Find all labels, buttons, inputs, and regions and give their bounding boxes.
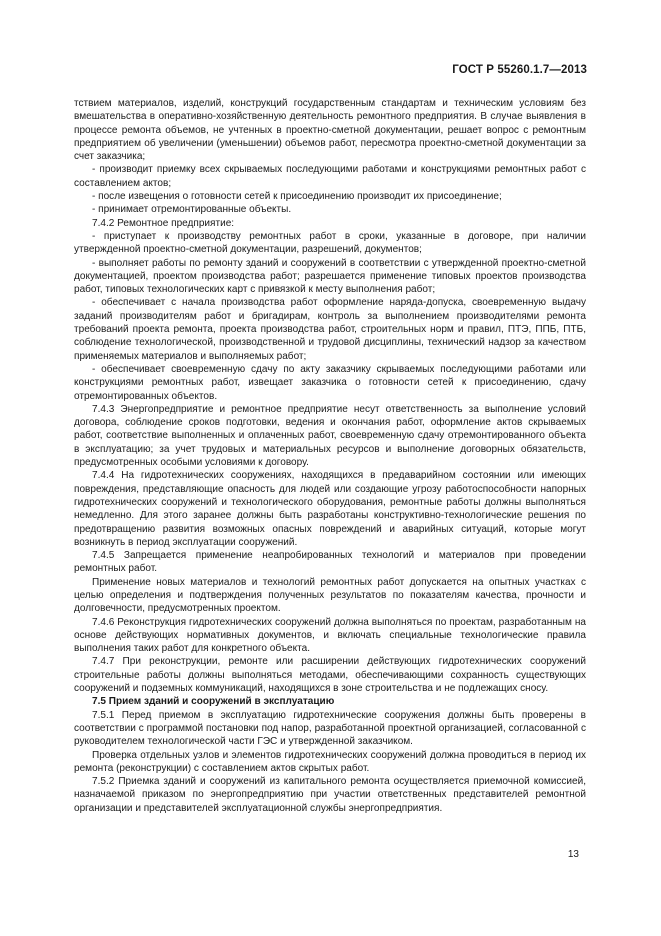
paragraph: тствием материалов, изделий, конструкций государственным стандартам и техническим условиям без вмешательства в оперативно-хозяйственную деятельность ремонтного предприятия. В случае выявления в процессе ремонта объемов, не учтенных в проектно-сметной документации, решает вопрос с ремонтным предприятием об увеличении (уменьшении) объемов работ, пересмотра проектно-сметной документации за счет заказчика;	[74, 98, 586, 163]
document-body	[74, 97, 586, 815]
section-heading: 7.5 Прием зданий и сооружений в эксплуатацию	[92, 696, 335, 708]
paragraph: Применение новых материалов и технологий ремонтных работ допускается на опытных участках с целью определения и подтверждения полученных результатов по показателям качества, прочности и долговечности, предусмотренных проектом.	[74, 576, 586, 615]
paragraph: - обеспечивает с начала производства работ оформление наряда-допуска, своевременную выдачу заданий производителям работ и бригадирам, контроль за выполнением производителями ремонта требований проекта ремонта, проекта производства работ, строительных норм и правил, ПТЭ, ППБ, ПТБ, соблюдение технологической, производственной и трудовой дисциплины, технический надзор за качеством применяемых материалов и выполняемых работ;	[74, 297, 586, 362]
paragraph: - выполняет работы по ремонту зданий и сооружений в соответствии с утвержденной проектно-сметной документацией, проектом производства работ; разрешается применение типовых проектов производства работ, типовых технологических карт с привязкой к месту выполнения работ;	[74, 257, 586, 296]
paragraph: 7.5.1 Перед приемом в эксплуатацию гидротехнические сооружения должны быть проверены в соответствии с программой постановки под напор, разработанной проектной организацией, согласованной с руководителем технологической части ГЭС и утвержденной заказчиком.	[74, 709, 586, 748]
paragraph: - после извещения о готовности сетей к присоединению производит их присоединение;	[92, 191, 502, 203]
paragraph: 7.4.6 Реконструкция гидротехнических сооружений должна выполняться по проектам, разработанным на основе действующих нормативных документов, и включать специальные технологические правила выполнения таких работ для конкретного объекта.	[74, 616, 586, 655]
paragraph: 7.4.4 На гидротехнических сооружениях, находящихся в предаварийном состоянии или имеющих повреждения, представляющие опасность для людей или создающие угрозу работоспособности напорных гидротехнических сооружений и технологического оборудования, ремонтные работы должны выполняться немедленно. Для этого заранее должны быть разработаны конструктивно-технологические решения по предотвращению развития возможных опасных повреждений и аварийных ситуаций, которые могут возникнуть в период эксплуатации сооружений.	[74, 470, 586, 548]
paragraph: 7.5.2 Приемка зданий и сооружений из капитального ремонта осуществляется приемочной комиссией, назначаемой приказом по энергопредприятию при участии ответственных представителей ремонтной организации и представителей эксплуатационной службы энергопредприятия.	[74, 776, 586, 814]
paragraph: 7.4.2 Ремонтное предприятие:	[92, 217, 235, 229]
paragraph: - обеспечивает своевременную сдачу по акту заказчику скрываемых последующими работами или конструкциями ремонтных работ, извещает заказчика о готовности сетей к присоединению, сдачу отремонтированных объектов.	[74, 363, 586, 402]
paragraph: Проверка отдельных узлов и элементов гидротехнических сооружений должна проводиться в период их ремонта (реконструкции) с составлением актов скрытых работ.	[74, 749, 586, 774]
paragraph: - производит приемку всех скрываемых последующими работами и конструкциями ремонтных работ с составлением актов;	[74, 164, 586, 189]
paragraph: - приступает к производству ремонтных работ в сроки, указанные в договоре, при наличии утвержденной проектно-сметной документации, разрешений, документов;	[74, 230, 586, 256]
document-code: ГОСТ Р 55260.1.7—2013	[452, 64, 587, 76]
paragraph: - принимает отремонтированные объекты.	[92, 204, 292, 216]
page-number: 13	[567, 849, 579, 860]
paragraph: 7.4.3 Энергопредприятие и ремонтное предприятие несут ответственность за выполнение условий договора, соблюдение сроков подготовки, ведения и окончания работ, оформление актов скрываемых работ, соответствие выполненных и оплаченных работ, своевременную сдачу отремонтированного объекта в эксплуатацию; за учет трудовых и материальных ресурсов и выполнение договорных обязательств, предусмотренных особыми условиями к договору.	[74, 403, 586, 469]
paragraph: 7.4.5 Запрещается применение неапробированных технологий и материалов при проведении ремонтных работ.	[74, 550, 586, 575]
paragraph: 7.4.7 При реконструкции, ремонте или расширении действующих гидротехнических сооружений строительные работы должны выполняться методами, обеспечивающими сохранность существующих сооружений и подземных коммуникаций, находящихся в зоне строительства и не подлежащих сносу.	[74, 656, 586, 695]
